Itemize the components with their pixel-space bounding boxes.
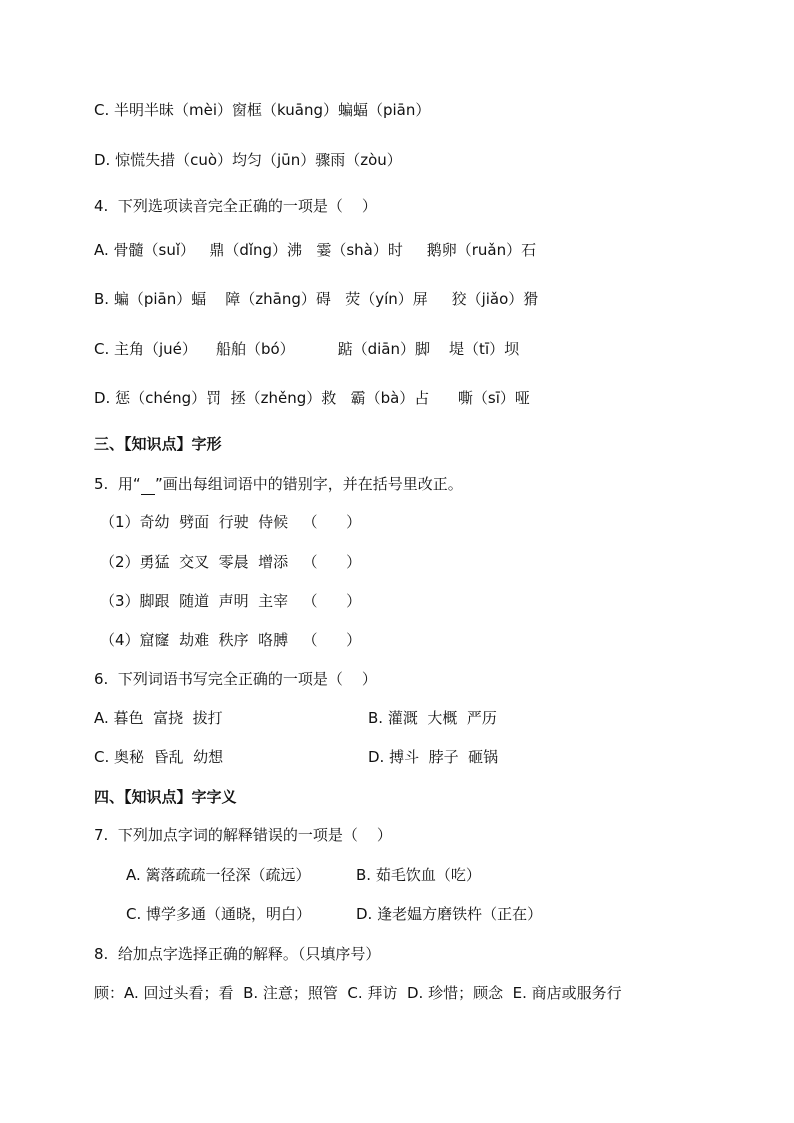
q7-option-c: C. 博学多通（通晓，明白） [126,905,312,923]
q6-option-d: D. 搏斗 脖子 砸锅 [368,748,499,766]
q6-option-b: B. 灌溉 大概 严历 [368,709,497,727]
q8-stem: 8. 给加点字选择正确的解释。（只填序号） [94,945,381,963]
section-3-heading: 三、【知识点】字形 [94,435,222,453]
q7-option-a: A. 篱落疏疏一径深（疏远） [126,866,311,884]
q4-option-a: A. 骨髓（suǐ） 鼎（dǐng）沸 霎（shà）时 鹅卵（ruǎn）石 [94,241,537,259]
q4-option-d: D. 惩（chéng）罚 拯（zhěng）救 霸（bà）占 嘶（sī）哑 [94,389,530,407]
q5-row-3: （3）脚跟 随道 声明 主宰 （ ） [100,592,362,610]
q6-option-c: C. 奥秘 昏乱 幼想 [94,748,224,766]
q3-option-c: C. 半明半昧（mèi）窗框（kuāng）蝙蝠（piān） [94,101,431,119]
q6-option-a: A. 暮色 富挠 拔打 [94,709,223,727]
q5-stem-prefix: 5. 用“ [94,475,141,493]
q8-gu-definitions: 顾：A. 回过头看；看 B. 注意；照管 C. 拜访 D. 珍惜；顾念 E. 商店或服务行 [94,984,622,1002]
q5-stem-suffix: ”画出每组词语中的错别字，并在括号里改正。 [154,475,463,493]
q4-option-c: C. 主角（jué） 船舶（bó） 踮（diān）脚 堤（tī）坝 [94,340,520,358]
q6-stem: 6. 下列词语书写完全正确的一项是（ ） [94,670,377,688]
q4-stem: 4. 下列选项读音完全正确的一项是（ ） [94,197,377,215]
q7-option-b: B. 茹毛饮血（吃） [356,866,481,884]
q4-option-b: B. 蝙（piān）蝠 障（zhāng）碍 荧（yín）屏 狡（jiǎo）猾 [94,290,539,308]
q5-row-1: （1）奇幼 劈面 行驶 侍候 （ ） [100,513,362,531]
q5-underline-blank [141,474,155,495]
section-4-heading: 四、【知识点】字字义 [94,788,237,806]
q5-stem [94,474,463,495]
q7-option-d: D. 逢老媪方磨铁杵（正在） [356,905,543,923]
q3-option-d: D. 惊慌失措（cuò）均匀（jūn）骤雨（zòu） [94,151,402,169]
q5-row-2: （2）勇猛 交叉 零晨 增添 （ ） [100,553,362,571]
q5-row-4: （4）窟窿 劫难 秩序 咯膊 （ ） [100,631,362,649]
q7-stem: 7. 下列加点字词的解释错误的一项是（ ） [94,826,392,844]
